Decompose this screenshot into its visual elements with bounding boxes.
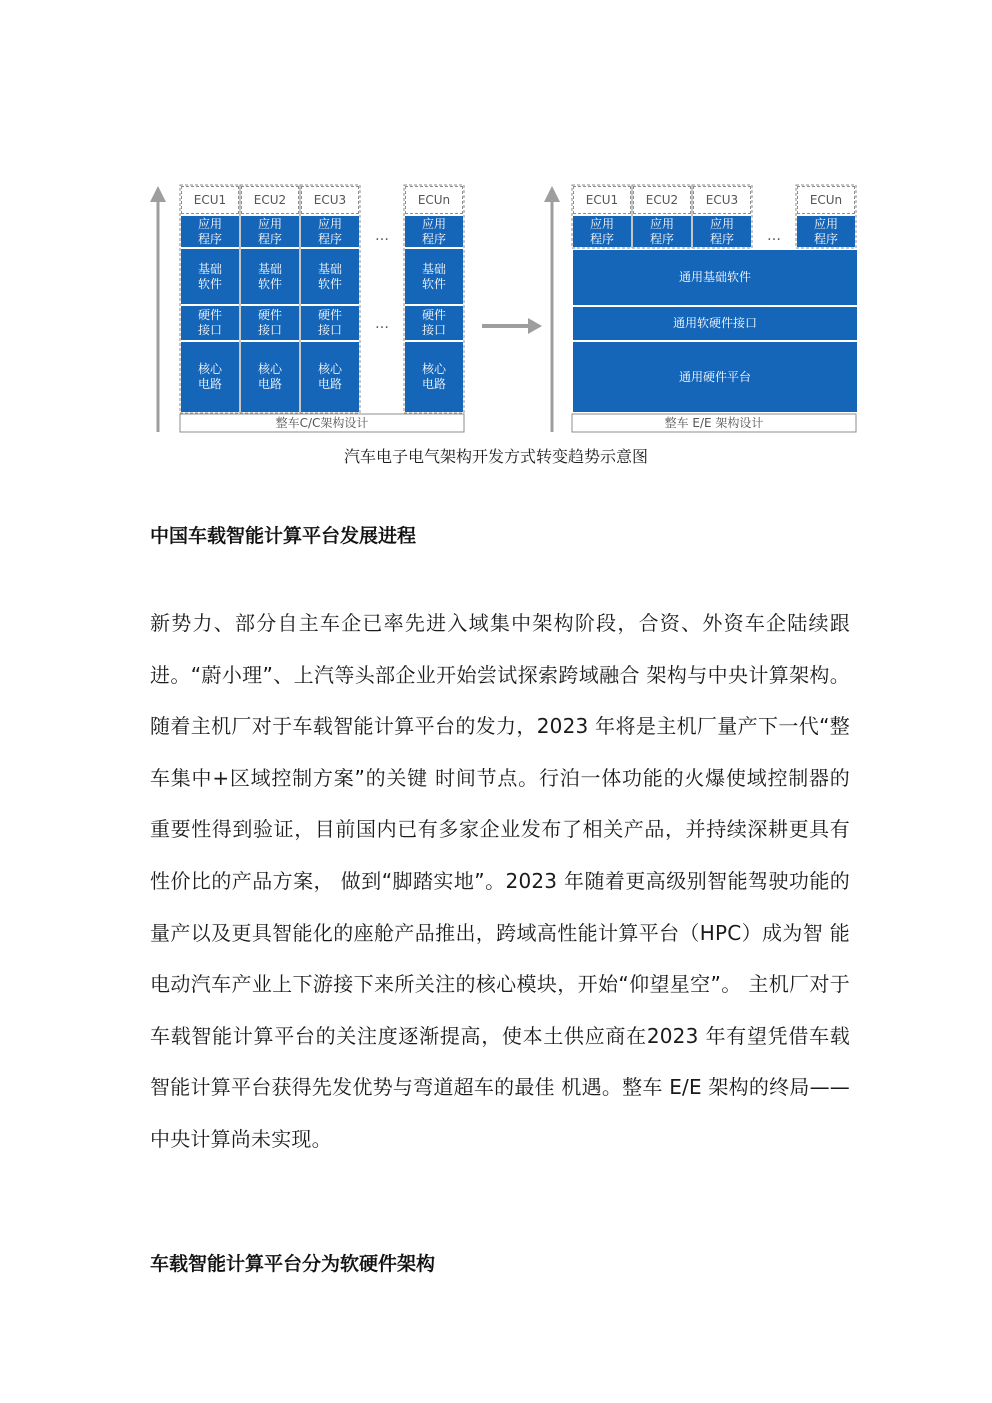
right-ecu-header: ECU3 [693,186,751,214]
left-layer-app: 应用 程序 [405,216,463,247]
section-heading: 中国车载智能计算平台发展进程 [150,525,417,547]
left-layer-hardware-interface: 硬件 接口 [241,306,299,340]
right-ecu-header: ECU1 [573,186,631,214]
left-layer-core-circuit: 核心 电路 [181,342,239,412]
left-layer-app: 应用 程序 [301,216,359,247]
right-arrow-icon [482,318,542,334]
up-arrow-icon [150,186,166,432]
left-layer-hardware-interface: 硬件 接口 [181,306,239,340]
left-layer-basic-software: 基础 软件 [405,249,463,304]
right-layer-app: 应用 程序 [693,216,751,247]
right-base-label: 整车 E/E 架构设计 [664,415,764,430]
left-ecu-header: ECUn [405,186,463,214]
left-layer-core-circuit: 核心 电路 [241,342,299,412]
right-shared-basic-software: 通用基础软件 [573,250,857,305]
left-ecu-header: ECU2 [241,186,299,214]
left-base-label: 整车C/C架构设计 [275,415,369,430]
left-ecu-header: ECU3 [301,186,359,214]
up-arrow-icon [544,186,560,432]
left-layer-app: 应用 程序 [241,216,299,247]
left-layer-hardware-interface: 硬件 接口 [301,306,359,340]
left-layer-basic-software: 基础 软件 [181,249,239,304]
right-layer-app: 应用 程序 [573,216,631,247]
left-layer-app: 应用 程序 [181,216,239,247]
architecture-figure [0,0,992,480]
right-shared-hw-sw-interface: 通用软硬件接口 [573,307,857,340]
left-ellipsis: … [375,227,389,244]
right-shared-hardware-platform: 通用硬件平台 [573,342,857,412]
left-layer-basic-software: 基础 软件 [241,249,299,304]
section-heading: 车载智能计算平台分为软硬件架构 [150,1253,436,1275]
left-layer-basic-software: 基础 软件 [301,249,359,304]
right-ecu-header: ECU2 [633,186,691,214]
figure-caption: 汽车电子电气架构开发方式转变趋势示意图 [343,447,648,466]
right-layer-app: 应用 程序 [633,216,691,247]
left-ellipsis: … [375,315,389,332]
right-ellipsis: … [767,227,781,244]
left-layer-core-circuit: 核心 电路 [301,342,359,412]
right-layer-app: 应用 程序 [797,216,855,247]
left-ecu-header: ECU1 [181,186,239,214]
right-ecu-header: ECUn [797,186,855,214]
left-layer-core-circuit: 核心 电路 [405,342,463,412]
left-layer-hardware-interface: 硬件 接口 [405,306,463,340]
body-paragraph: 新势力、部分自主车企已率先进入域集中架构阶段，合资、外资车企陆续跟进。“蔚小理”、上汽等头部企业开始尝试探索跨域融合 架构与中央计算架构。随着主机厂对于车载智能计算平台的发力，2023 年将是主机厂量产下一代“整车集中+区域控制方案”的关键 时间节点。行泊一体功能的火爆使域控制器的重要性得到验证，目前国内已有多家企业发布了相关产品，并持续深耕更具有性价比的产品方案， 做到“脚踏实地”。2023 年随着更高级别智能驾驶功能的量产以及更具智能化的座舱产品推出，跨域高性能计算平台（HPC）成为智 能电动汽车产业上下游接下来所关注的核心模块，开始“仰望星空”。 主机厂对于车载智能计算平台的关注度逐渐提高，使本土供应商在2023 年有望凭借车载智能计算平台获得先发优势与弯道超车的最佳 机遇。整车 E/E 架构的终局——中央计算尚未实现。 [150,611,850,1151]
